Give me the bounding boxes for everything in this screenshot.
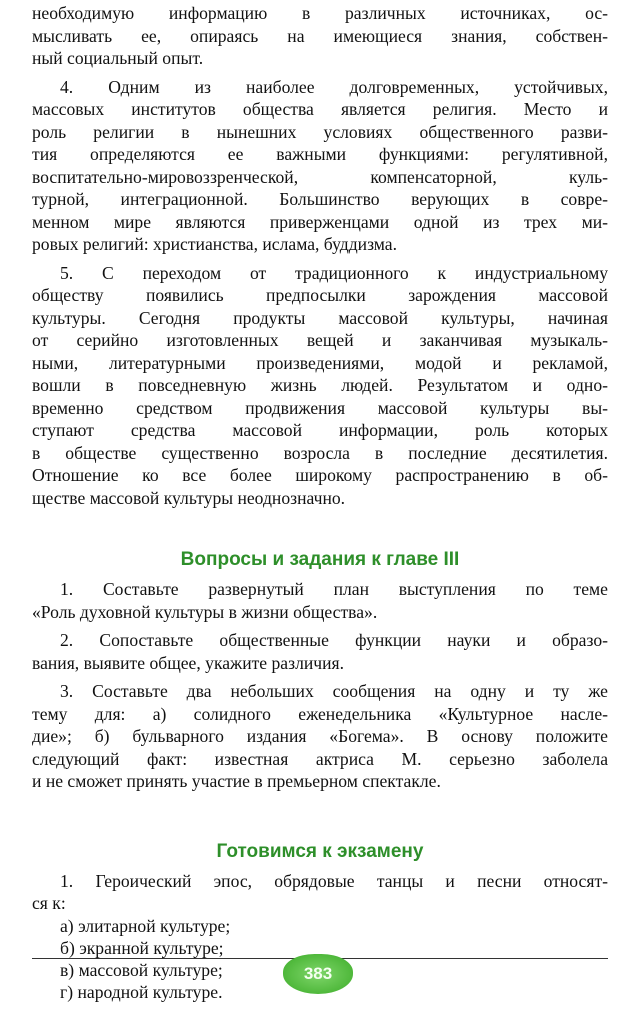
answer-option: г) народной культуре.: [60, 981, 223, 1002]
text-line: воспитательно-мировоззренческой, компенсаторной, куль-: [32, 166, 608, 187]
page-body: [32, 0, 608, 1003]
question-3: [32, 680, 608, 793]
text-line: ровых религий: христианства, ислама, буддизма.: [32, 234, 398, 254]
text-line: необходимую информацию в различных источниках, ос-: [32, 3, 608, 23]
answer-option: в) массовой культуре;: [60, 959, 223, 980]
text-line: дие»; б) бульварного издания «Богема». В основу положите: [32, 726, 608, 746]
paragraph-intro: [32, 2, 608, 70]
text-line: вания, выявите общее, укажите различия.: [32, 652, 345, 673]
text-line: массовых институтов общества является религия. Место и: [32, 99, 608, 119]
text-line: турной, интеграционной. Большинство верующих в совре-: [32, 189, 608, 209]
paragraph-5: [32, 262, 608, 510]
text-line: 2. Сопоставьте общественные функции науки и образо-: [60, 630, 608, 650]
text-line: менном мире являются приверженцами одной из трех ми-: [32, 211, 608, 232]
answer-option: б) экранной культуре;: [60, 937, 224, 958]
text-line: временно средством продвижения массовой культуры вы-: [32, 397, 608, 418]
text-line: от серийно изготовленных вещей и заканчивая музыкаль-: [32, 330, 608, 350]
text-line: 4. Одним из наиболее долговременных, устойчивых,: [60, 76, 608, 97]
text-line: и не сможет принять участие в премьерном спектакле.: [32, 771, 441, 791]
text-line: в обществе существенно возросла в последние десятилетия.: [32, 442, 608, 463]
text-line: тия определяются ее важными функциями: регулятивной,: [32, 144, 608, 164]
exam-heading: Готовимся к экзамену: [216, 840, 424, 862]
text-line: ступают средства массовой информации, роль которых: [32, 420, 608, 440]
text-line: 1. Составьте развернутый план выступления по теме: [60, 579, 608, 599]
page-number-badge: 383: [283, 954, 353, 994]
text-line: ся к:: [32, 893, 66, 913]
text-line: 5. С переходом от традиционного к индустриальному: [60, 262, 608, 283]
text-line: ный социальный опыт.: [32, 48, 204, 68]
text-line: «Роль духовной культуры в жизни общества».: [32, 601, 378, 622]
answer-option: а) элитарной культуре;: [60, 915, 231, 936]
paragraph-4: [32, 76, 608, 256]
text-line: следующий факт: известная актриса М. серьезно заболела: [32, 748, 608, 769]
question-1: [32, 578, 608, 623]
text-line: тему для: а) солидного еженедельника «Культурное насле-: [32, 703, 608, 724]
text-line: ществе массовой культуры неоднозначно.: [32, 487, 346, 508]
text-line: 3. Составьте два небольших сообщения на одну и ту же: [60, 681, 608, 701]
text-line: обществу появились предпосылки зарождения массовой: [32, 285, 608, 305]
text-line: Отношение ко все более широкому распространению в об-: [32, 465, 608, 485]
question-2: [32, 629, 608, 674]
text-line: мысливать ее, опираясь на имеющиеся знания, собствен-: [32, 25, 608, 46]
text-line: роль религии в нынешних условиях общественного разви-: [32, 121, 608, 142]
questions-heading: Вопросы и задания к главе III: [180, 549, 460, 570]
text-line: культуры. Сегодня продукты массовой культуры, начиная: [32, 307, 608, 328]
text-line: ными, литературными произведениями, модой и рекламой,: [32, 352, 608, 373]
text-line: вошли в повседневную жизнь людей. Результатом и одно-: [32, 375, 608, 395]
text-line: 1. Героический эпос, обрядовые танцы и песни относят-: [60, 870, 608, 891]
